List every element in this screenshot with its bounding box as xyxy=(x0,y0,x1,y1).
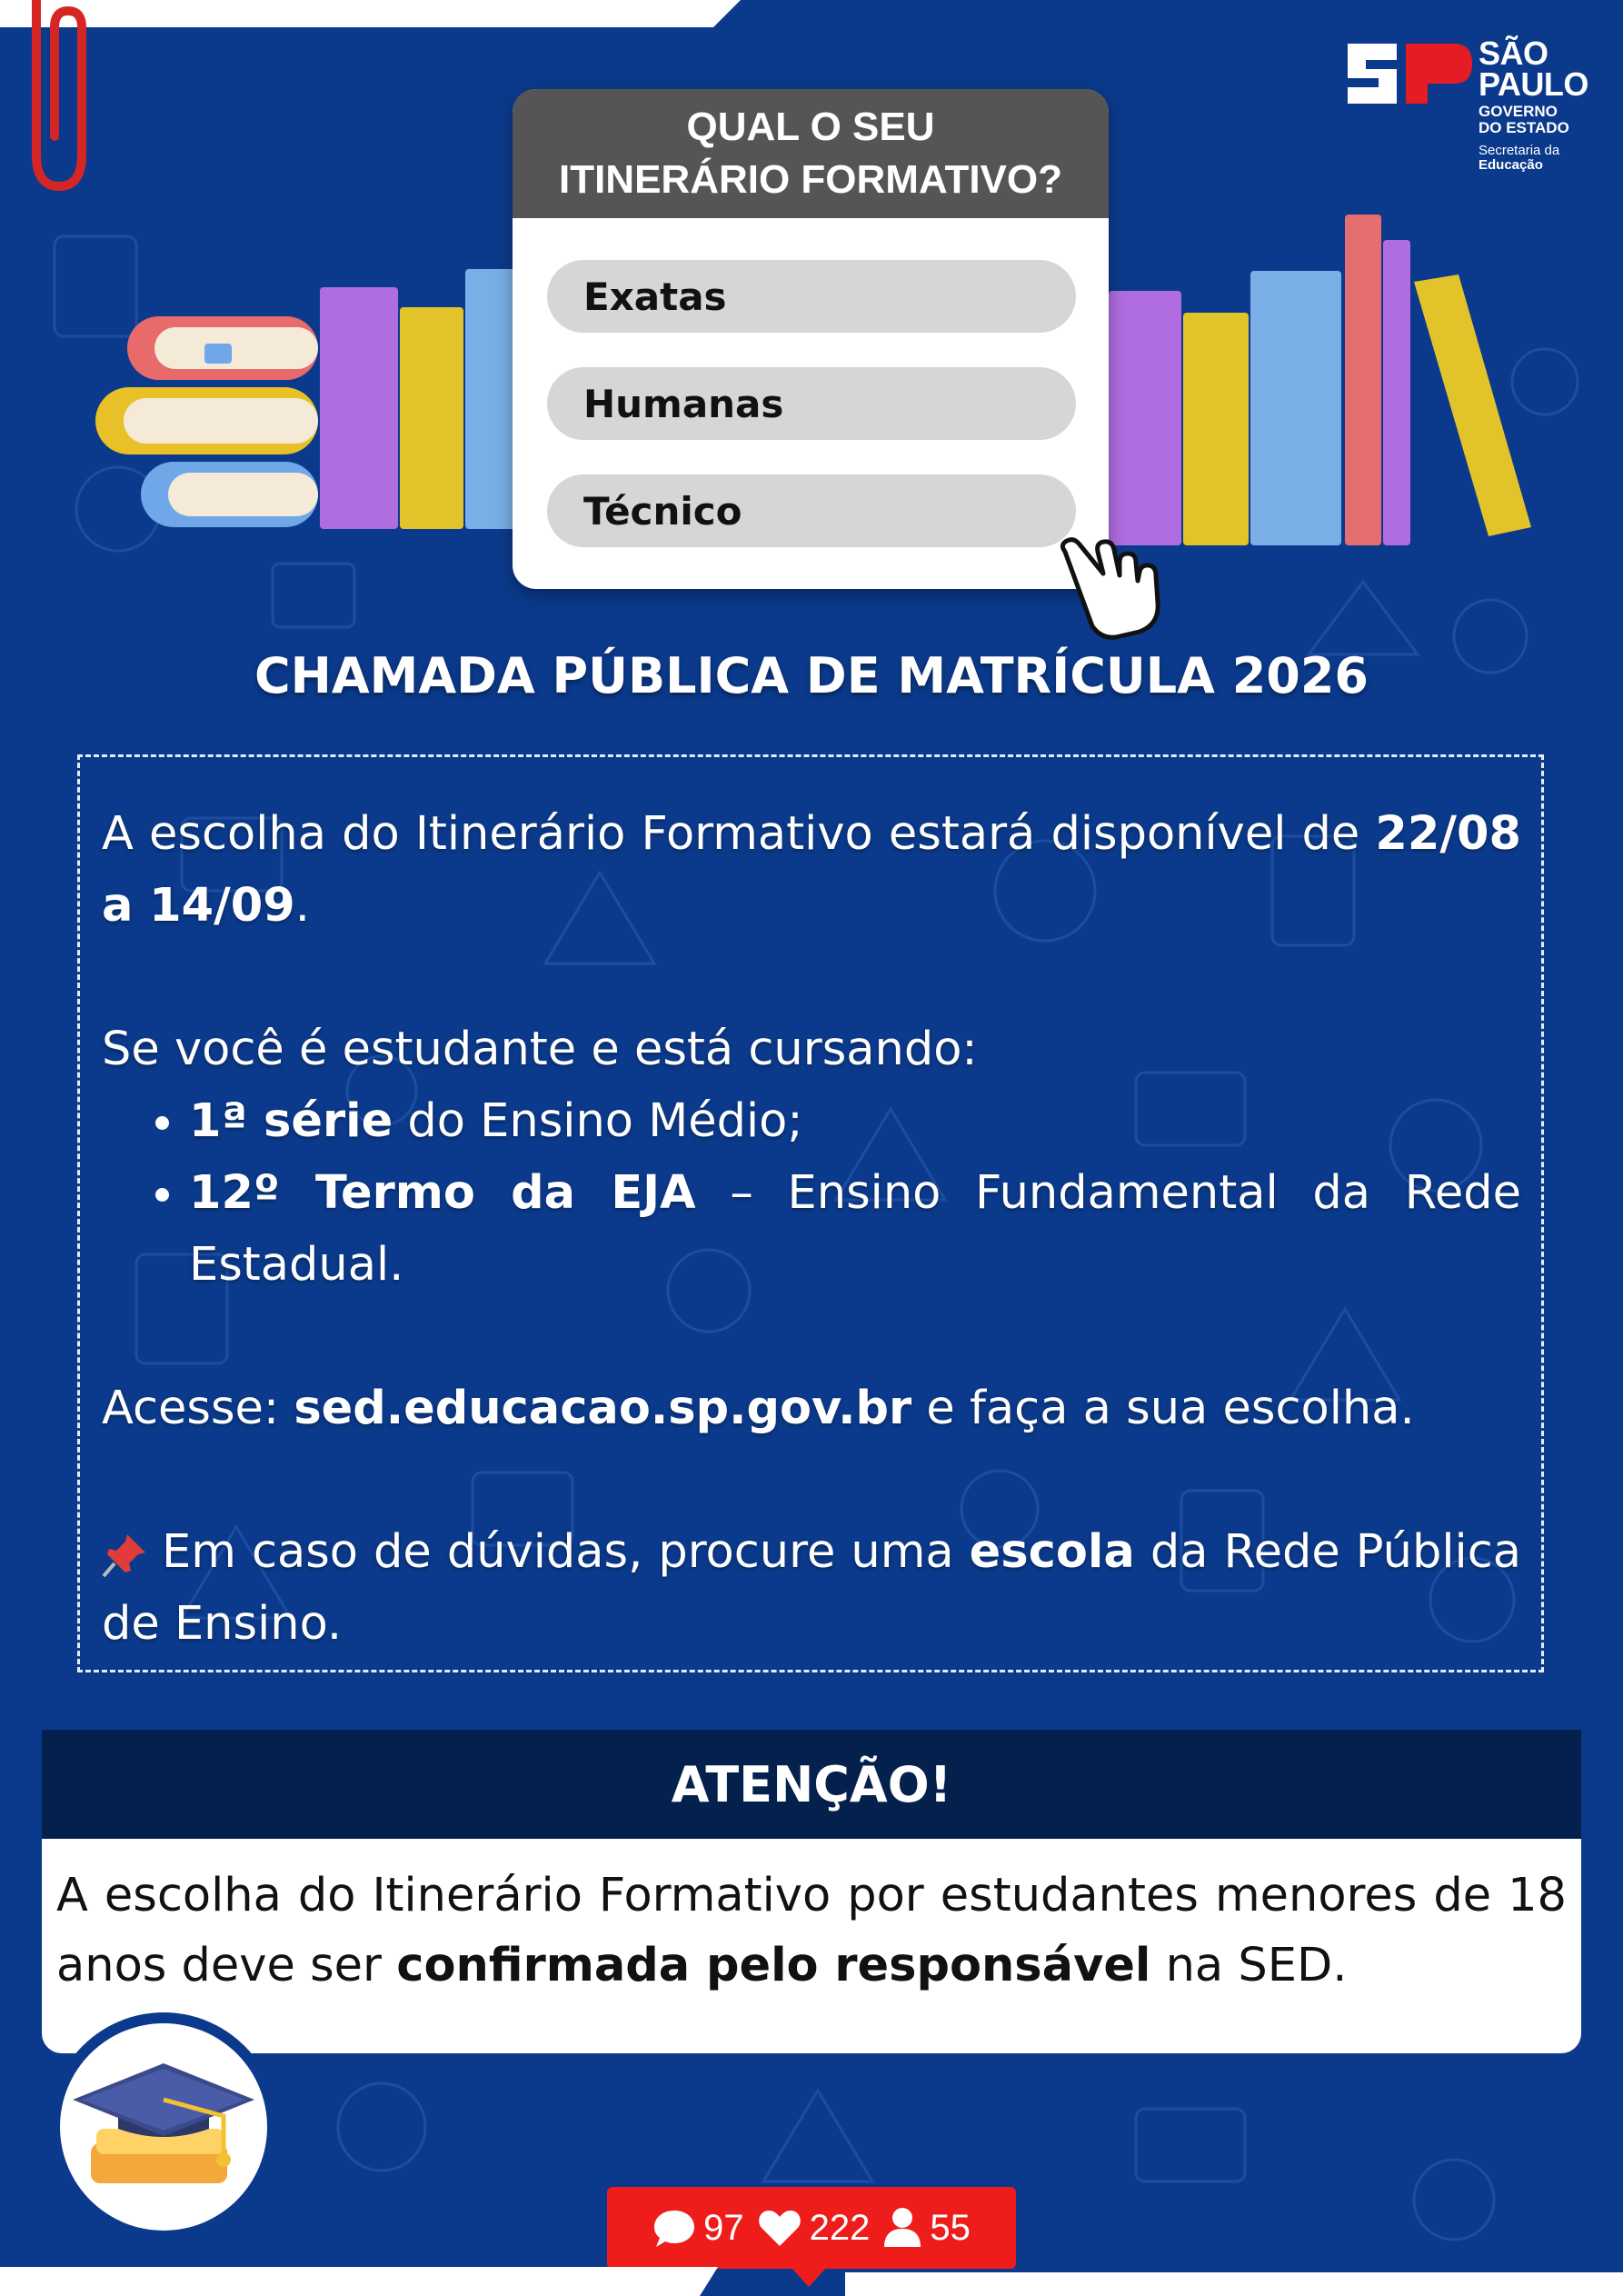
logo-line2: PAULO xyxy=(1479,65,1588,103)
sp-logo-icon xyxy=(1340,38,1477,111)
logo-line3: GOVERNO xyxy=(1479,103,1558,120)
access-paragraph: Acesse: sed.educacao.sp.gov.br e faça a sua escolha. xyxy=(102,1382,1415,1435)
eligibility-list xyxy=(102,1085,1521,1301)
likes-count: 222 xyxy=(809,2207,871,2248)
list-item: • 12º Termo da EJA – Ensino Fundamental da Rede Estadual. xyxy=(189,1157,1521,1301)
availability-dates: 22/08 a 14/09 xyxy=(102,807,1521,933)
pushpin-icon xyxy=(102,1531,149,1578)
attention-body: A escolha do Itinerário Formativo por estudantes menores de 18 anos deve ser confirmada pelo responsável na SED. xyxy=(56,1869,1567,1992)
attention-notice xyxy=(42,1730,1581,2053)
comments-stat[interactable] xyxy=(652,2207,744,2249)
poll-option-exatas[interactable]: Exatas xyxy=(547,260,1076,333)
itinerary-poll-card xyxy=(513,89,1109,589)
poll-question-line1: QUAL O SEU xyxy=(686,105,935,149)
logo-line1: SÃO xyxy=(1479,35,1548,72)
attention-heading: ATENÇÃO! xyxy=(42,1730,1581,1839)
followers-stat[interactable] xyxy=(882,2207,971,2249)
poll-question xyxy=(513,89,1109,218)
logo-line5: Secretaria da xyxy=(1479,143,1560,158)
user-icon xyxy=(882,2207,922,2249)
logo-line6: Educação xyxy=(1479,157,1543,173)
poll-option-humanas[interactable]: Humanas xyxy=(547,367,1076,440)
hand-pointer-icon xyxy=(1056,532,1183,641)
sp-government-logo xyxy=(1340,35,1604,193)
paperclip-icon xyxy=(9,0,100,200)
page-title: CHAMADA PÚBLICA DE MATRÍCULA 2026 xyxy=(254,647,1369,704)
graduation-cap-icon xyxy=(45,2009,282,2245)
availability-paragraph: A escolha do Itinerário Formativo estará disponível de 22/08 a 14/09. xyxy=(102,807,1521,933)
top-white-strip xyxy=(0,0,1623,27)
likes-stat[interactable] xyxy=(757,2208,871,2249)
enrollment-info-box xyxy=(77,754,1544,1672)
list-item: • 1ª série do Ensino Médio; xyxy=(189,1085,1521,1157)
student-intro: Se você é estudante e está cursando: xyxy=(102,1023,978,1076)
poll-option-tecnico[interactable]: Técnico xyxy=(547,474,1076,547)
poll-question-line2: ITINERÁRIO FORMATIVO? xyxy=(558,157,1063,202)
sed-link[interactable]: sed.educacao.sp.gov.br xyxy=(294,1382,912,1435)
followers-count: 55 xyxy=(930,2207,971,2248)
logo-line4: DO ESTADO xyxy=(1479,119,1569,136)
social-stats-bar xyxy=(607,2187,1016,2269)
bottom-white-strip xyxy=(0,2267,1623,2296)
comments-count: 97 xyxy=(703,2207,744,2248)
doubt-paragraph: Em caso de dúvidas, procure uma escola da Rede Pública de Ensino. xyxy=(102,1525,1521,1651)
comment-icon xyxy=(652,2207,696,2249)
heart-icon xyxy=(757,2208,802,2248)
